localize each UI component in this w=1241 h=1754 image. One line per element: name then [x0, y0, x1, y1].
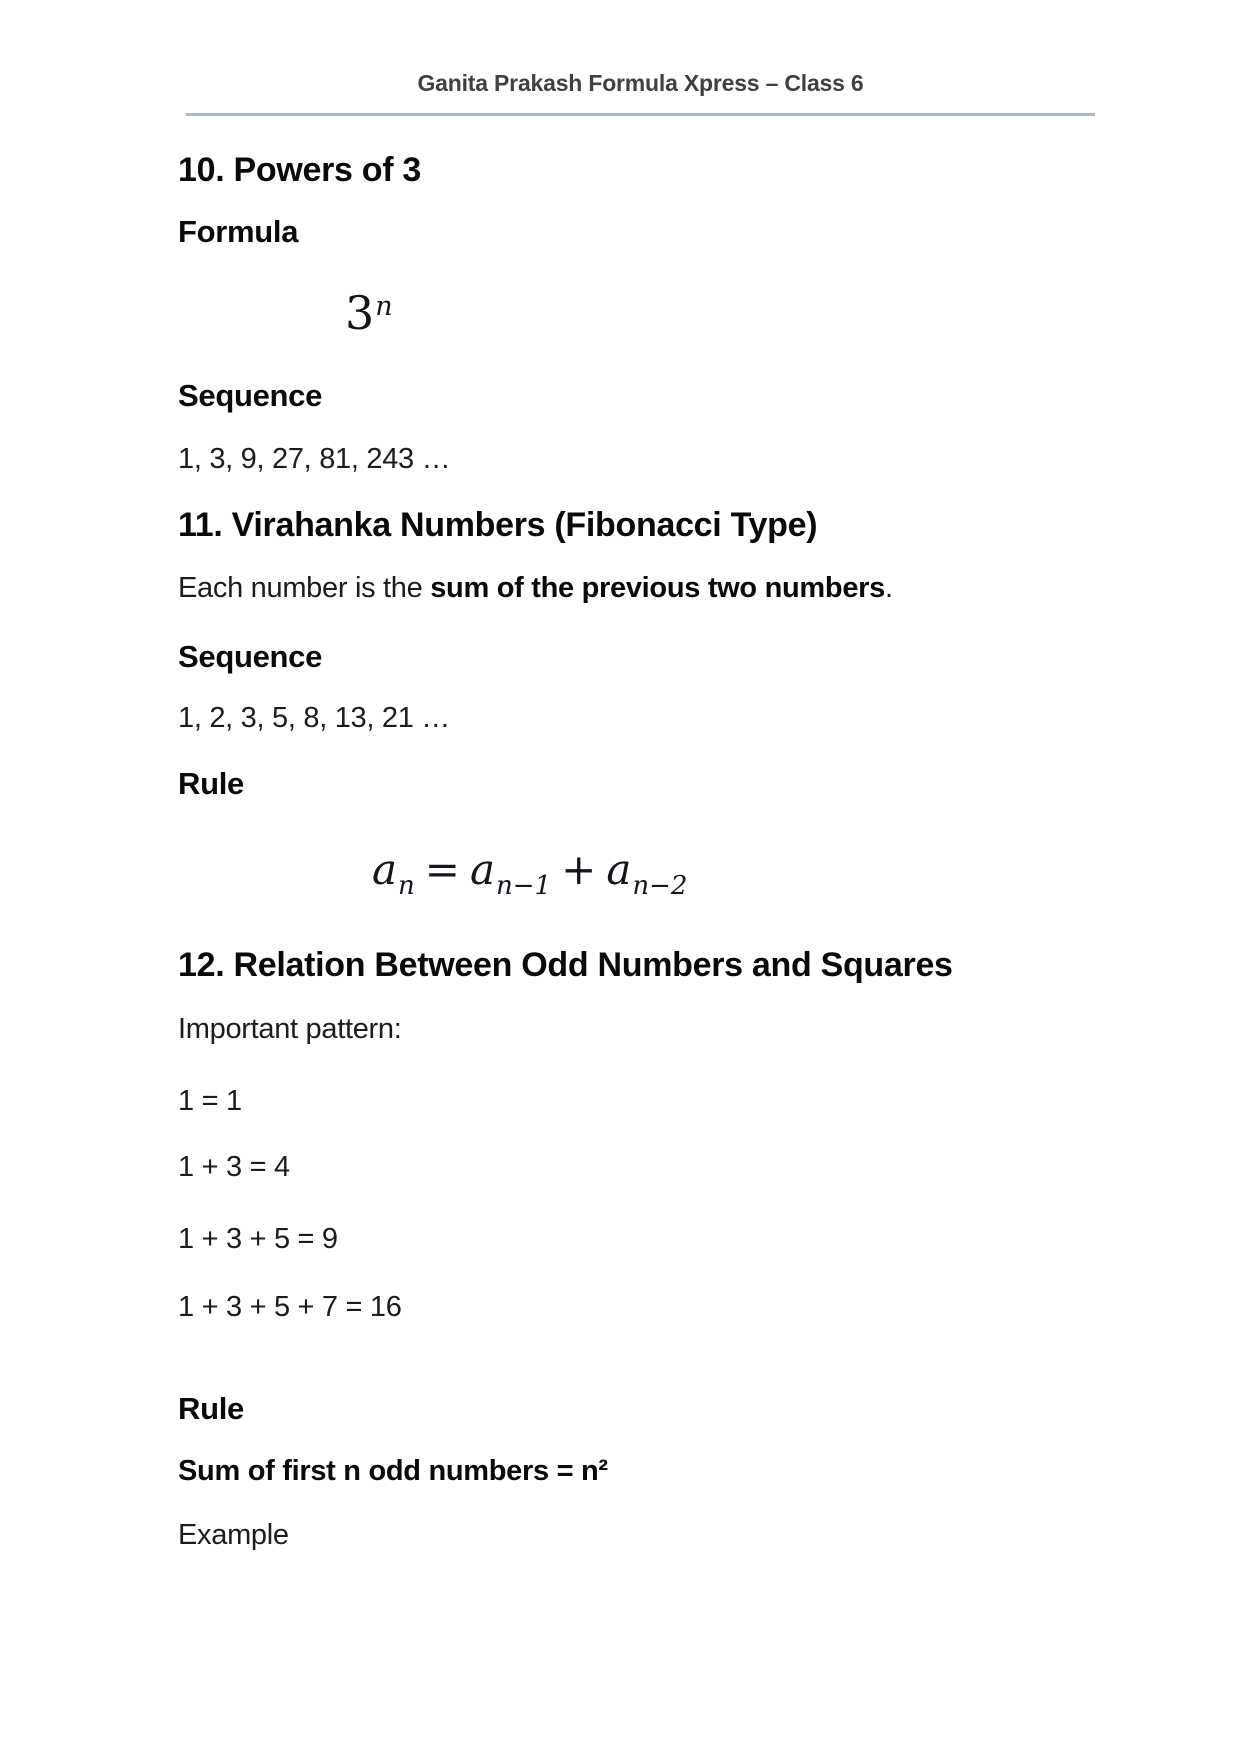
- formula-fibonacci-rule: [372, 845, 687, 902]
- description-suffix: .: [884, 572, 893, 604]
- header-divider: [186, 113, 1095, 116]
- section-11-sequence-label: Sequence: [178, 639, 323, 674]
- section-11-rule-label: Rule: [178, 766, 244, 801]
- section-11-heading: 11. Virahanka Numbers (Fibonacci Type): [178, 506, 818, 544]
- section-10-sequence-label: Sequence: [178, 378, 323, 413]
- equals-sign: =: [424, 845, 460, 894]
- section-11-sequence-values: 1, 2, 3, 5, 8, 13, 21 …: [178, 702, 450, 734]
- term-3: a: [606, 845, 632, 894]
- odd-sum-equation-1: 1 = 1: [178, 1085, 242, 1117]
- formula-base: 3: [345, 286, 375, 340]
- odd-sum-equation-4: 1 + 3 + 5 + 7 = 16: [178, 1291, 402, 1323]
- formula-exponent: n: [375, 291, 393, 322]
- section-10-formula-label: Formula: [178, 214, 299, 249]
- description-bold: sum of the previous two numbers: [430, 572, 885, 604]
- section-12-heading: 12. Relation Between Odd Numbers and Squares: [178, 946, 953, 984]
- description-prefix: Each number is the: [178, 572, 431, 604]
- term-1-subscript: n: [398, 871, 415, 901]
- plus-sign: +: [561, 845, 597, 894]
- section-10-sequence-values: 1, 3, 9, 27, 81, 243 …: [178, 443, 451, 475]
- section-10-heading: 10. Powers of 3: [178, 151, 422, 189]
- formula-powers-of-3: [345, 288, 393, 339]
- section-12-rule-text: Sum of first n odd numbers = n²: [178, 1455, 608, 1487]
- odd-sum-equation-3: 1 + 3 + 5 = 9: [178, 1223, 338, 1255]
- term-2: a: [470, 845, 496, 894]
- document-header-title: Ganita Prakash Formula Xpress – Class 6: [417, 70, 864, 96]
- section-12-example-label: Example: [178, 1519, 289, 1551]
- section-12-intro: Important pattern:: [178, 1013, 402, 1045]
- term-2-subscript: n−1: [496, 871, 552, 901]
- section-11-description: [178, 570, 893, 606]
- section-12-rule-label: Rule: [178, 1391, 244, 1426]
- term-1: a: [372, 845, 398, 894]
- term-3-subscript: n−2: [632, 871, 688, 901]
- odd-sum-equation-2: 1 + 3 = 4: [178, 1151, 290, 1183]
